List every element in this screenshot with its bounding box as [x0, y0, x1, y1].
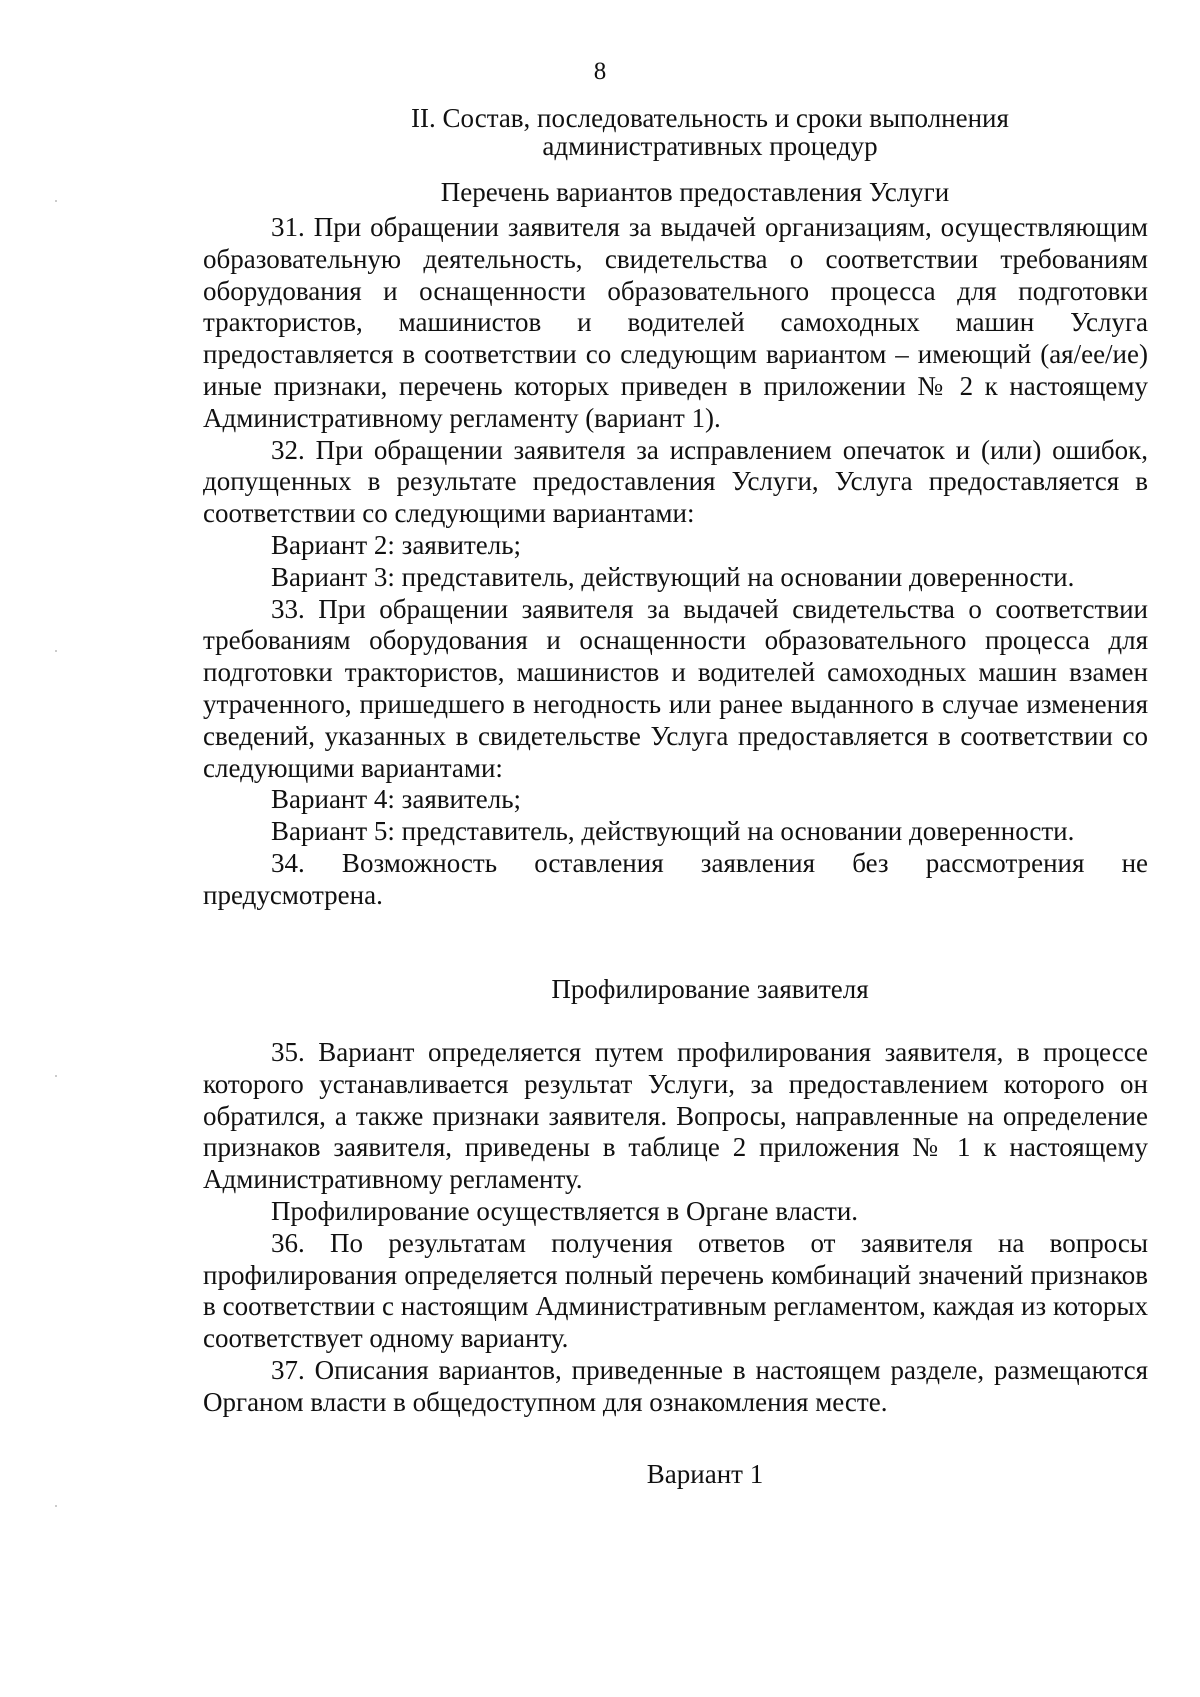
- variant-4-line: Вариант 4: заявитель;: [271, 784, 522, 815]
- paragraph-37: 37. Описания вариантов, приведенные в настоящем разделе, размещаются Органом власти в общедоступном для ознакомления месте.: [203, 1354, 1148, 1417]
- variant-3-line: Вариант 3: представитель, действующий на основании доверенности.: [271, 561, 1075, 592]
- section-title-line2: административных процедур: [542, 131, 878, 161]
- scan-speck: [55, 1505, 57, 1507]
- variant-5-line: Вариант 5: представитель, действующий на основании доверенности.: [271, 816, 1075, 847]
- paragraph-31: 31. При обращении заявителя за выдачей организациям, осуществляющим образовательную деятельность, свидетельства о соответствии требованиям оборудования и оснащенности образовательного процесса для подготовки трактористов, машинистов и водителей самоходных машин Услуга предоставляется в соответствии со следующим вариантом – имеющий (ая/ее/ие) иные признаки, перечень которых приведен в приложении № 2 к настоящему Административному регламенту (вариант 1).: [203, 212, 1148, 433]
- variant-2-line: Вариант 2: заявитель;: [271, 529, 522, 560]
- section-title-line1: II. Состав, последовательность и сроки выполнения: [411, 103, 1009, 133]
- subheading-variant-1: Вариант 1: [646, 1459, 764, 1489]
- paragraphs-block-2: [203, 1037, 1148, 1419]
- scan-speck: [55, 1075, 57, 1077]
- paragraph-33: 33. При обращении заявителя за выдачей свидетельства о соответствии требованиям оборудования и оснащенности образовательного процесса для подготовки трактористов, машинистов и водителей самоходных машин взамен утраченного, пришедшего в негодность или ранее выданного в случае изменения сведений, указанных в свидетельстве Услуга предоставляется в соответствии со следующими вариантами:: [203, 593, 1148, 783]
- section-title: [110, 104, 1200, 160]
- paragraph-36: 36. По результатам получения ответов от заявителя на вопросы профилирования определяется полный перечень комбинаций значений признаков в соответствии с настоящим Административным регламентом, каждая из которых соответствует одному варианту.: [203, 1227, 1148, 1354]
- page-number: 8: [593, 58, 607, 85]
- subheading-variants-list: Перечень вариантов предоставления Услуги: [440, 177, 950, 207]
- paragraph-32: 32. При обращении заявителя за исправлением опечаток и (или) ошибок, допущенных в результате предоставления Услуги, Услуга предоставляется в соответствии со следующими вариантами:: [203, 434, 1148, 529]
- scan-speck: [55, 200, 57, 202]
- profiling-location-line: Профилирование осуществляется в Органе власти.: [271, 1195, 859, 1226]
- paragraph-34: 34. Возможность оставления заявления без рассмотрения не предусмотрена.: [203, 847, 1148, 910]
- subheading-profiling: Профилирование заявителя: [551, 974, 869, 1004]
- paragraph-35: 35. Вариант определяется путем профилирования заявителя, в процессе которого устанавливается результат Услуги, за предоставлением которого он обратился, а также признаки заявителя. Вопросы, направленные на определение признаков заявителя, приведены в таблице 2 приложения № 1 к настоящему Административному регламенту.: [203, 1037, 1148, 1195]
- scan-speck: [55, 650, 57, 652]
- paragraphs-block-1: [203, 212, 1148, 912]
